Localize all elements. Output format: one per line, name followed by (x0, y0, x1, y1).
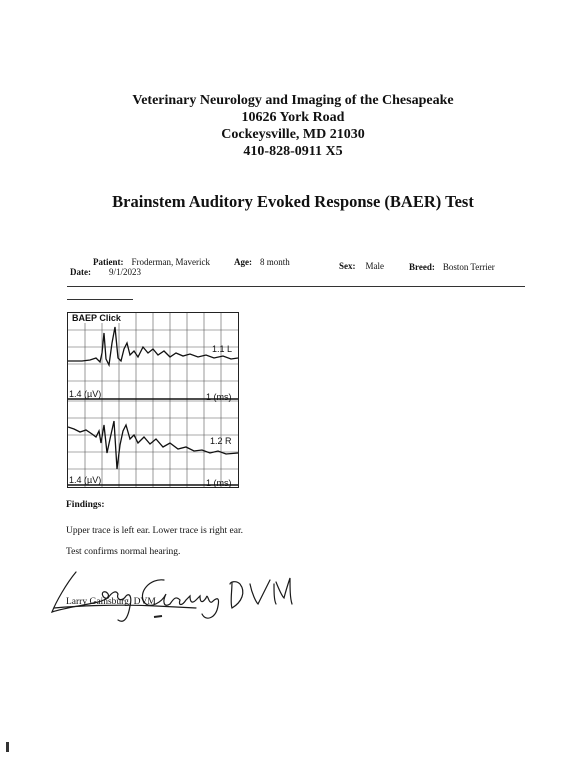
breed-value: Boston Terrier (442, 262, 495, 272)
graph-title: BAEP Click (72, 313, 121, 323)
amp-label-lower: 1.4 (µV) (69, 475, 102, 485)
signature-printed-name: Larry Gainsburg, DVM (66, 597, 156, 607)
clinic-name: Veterinary Neurology and Imaging of the Chesapeake (132, 93, 454, 108)
age-value: 8 month (260, 257, 290, 267)
amp-label-upper: 1.4 (µV) (69, 389, 102, 399)
trace1-label: 1.1 L (212, 344, 233, 354)
short-rule (67, 299, 133, 300)
age-field (234, 252, 290, 270)
sex-value: Male (365, 261, 384, 271)
scan-mark (6, 742, 9, 752)
report-title: Brainstem Auditory Evoked Response (BAER) Test (112, 192, 474, 211)
breed-label: Breed: (409, 262, 435, 272)
time-label-upper: 1 (ms) (206, 392, 232, 402)
baer-graph (67, 312, 239, 488)
sex-field (339, 256, 384, 274)
clinic-phone: 410-828-0911 X5 (243, 144, 343, 159)
date-label: Date: (70, 267, 91, 277)
sex-label: Sex: (339, 261, 356, 271)
clinic-address-line1: 10626 York Road (241, 110, 345, 125)
patient-value: Froderman, Maverick (131, 257, 210, 267)
date-field (70, 262, 141, 280)
patient-label: Patient: (93, 257, 124, 267)
age-label: Age: (234, 257, 252, 267)
clinic-address-line2: Cockeysville, MD 21030 (221, 127, 365, 142)
signature-image (46, 562, 296, 628)
time-label-lower: 1 (ms) (206, 478, 232, 488)
breed-field (409, 257, 495, 275)
findings-line1: Upper trace is left ear. Lower trace is right ear. (66, 526, 243, 536)
findings-line2: Test confirms normal hearing. (66, 547, 181, 557)
trace2-label: 1.2 R (210, 436, 232, 446)
header-rule (67, 286, 525, 287)
findings-heading: Findings: (66, 500, 105, 510)
date-value: 9/1/2023 (109, 267, 142, 277)
